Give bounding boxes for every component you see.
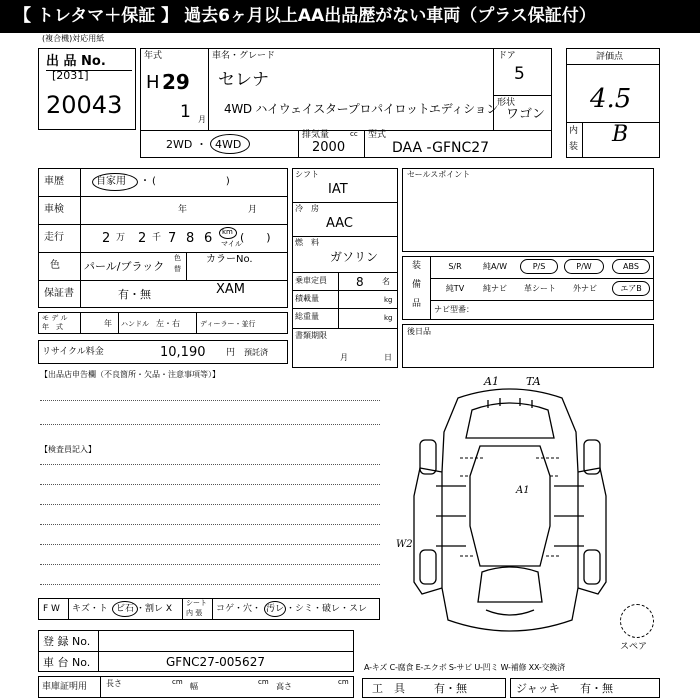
- equip-abs: ABS: [612, 259, 650, 274]
- gross-label: 総重量: [295, 312, 319, 321]
- body-label: 形状: [497, 98, 516, 108]
- equip-l3: 品: [412, 299, 422, 309]
- era: H: [146, 72, 160, 93]
- color-change-1: 色: [174, 254, 181, 262]
- displacement: 2000: [312, 140, 346, 155]
- lot-label: 出 品 No.: [46, 54, 106, 69]
- drive-2wd: 2WD: [166, 138, 193, 151]
- inspection-year: 年: [178, 205, 188, 215]
- equip-alloy: 純A/W: [482, 262, 508, 271]
- seat-circled: 汚レ: [266, 604, 285, 614]
- ac-label: 冷 房: [295, 204, 319, 213]
- mileage-d2: 2: [138, 231, 147, 246]
- model-row-l1: モ デ ル: [42, 314, 68, 322]
- spare-tire-icon: [620, 604, 654, 638]
- fw-items: キズ・ト: [72, 604, 108, 614]
- inspection-month: 月: [248, 205, 258, 215]
- month-value: 1: [180, 102, 191, 122]
- sales-point-label: セールスポイント: [407, 170, 471, 179]
- color-change-2: 替: [174, 265, 181, 273]
- fuel-label: 燃 料: [295, 238, 319, 247]
- fw-label: F W: [43, 604, 60, 614]
- fuel-value: ガソリン: [330, 250, 379, 264]
- cert-cm-3: cm: [338, 678, 349, 686]
- year-value: 29: [162, 70, 190, 94]
- model-row-dealer: ディーラー・並行: [200, 320, 256, 328]
- cert-length: 長さ: [106, 679, 122, 688]
- recycle-deposit: 預託済: [244, 348, 268, 357]
- mark-side: W2: [396, 539, 413, 550]
- capacity-unit: 名: [382, 277, 390, 286]
- banner: 【 トレタマ＋保証 】 過去6ヶ月以上AA出品歴がない車両（プラス保証付）: [0, 0, 700, 33]
- color-no-label: カラーNo.: [206, 254, 253, 265]
- interior-grade: B: [612, 122, 629, 147]
- history-other: ( ): [152, 176, 230, 187]
- cert-height: 高さ: [276, 682, 292, 691]
- warranty-value: 有・無: [118, 288, 151, 301]
- fw-circled: ビ石: [116, 604, 135, 614]
- after-install-label: 後日品: [407, 327, 431, 336]
- mileage-paren: ( ): [240, 231, 271, 244]
- chassis-label: 車 台 No.: [43, 656, 91, 669]
- score-label: 評価点: [596, 52, 624, 62]
- disp-label: 排気量: [302, 130, 330, 140]
- model-row-handle: ハンドル: [121, 320, 149, 328]
- equip-airbag: エアB: [612, 281, 650, 296]
- navi-model: ナビ型番：: [434, 305, 474, 314]
- seat-items2: ・シミ・破レ・スレ: [286, 604, 368, 614]
- seat-label-1: シート: [186, 599, 207, 607]
- jack-label: ジャッキ: [516, 682, 560, 695]
- capacity-value: 8: [356, 275, 364, 289]
- ac-value: AAC: [326, 216, 353, 231]
- drive-4wd: 4WD: [215, 138, 242, 151]
- history-dot: ・: [140, 176, 150, 187]
- equip-pw: P/W: [564, 259, 604, 274]
- model-row-l2: 年 式: [42, 323, 63, 331]
- door-label: ドア: [498, 51, 516, 61]
- chassis-number: GFNC27-005627: [166, 655, 265, 669]
- color-no-value: XAM: [216, 282, 246, 297]
- gross-unit: kg: [384, 314, 393, 322]
- equip-sr: S/R: [448, 262, 462, 271]
- mileage-label: 走行: [44, 232, 64, 243]
- mileage-d3: 7: [168, 231, 177, 246]
- load-label: 積載量: [295, 294, 319, 303]
- registration-label: 登 録 No.: [43, 635, 91, 648]
- equip-tv: 純TV: [445, 284, 465, 293]
- model-code: DAA -GFNC27: [392, 140, 490, 156]
- shift-value: IAT: [328, 182, 348, 197]
- capacity-label: 乗車定員: [295, 276, 327, 285]
- car-grade: 4WD ハイウェイスタープロパイロットエディション: [224, 102, 498, 116]
- car-name: セレナ: [218, 70, 269, 90]
- history-selected: 自家用: [96, 176, 126, 187]
- interior-label-1: 内: [569, 126, 579, 136]
- mark-roof: A1: [516, 485, 530, 496]
- sheet-type-note: (複合機)対応用紙: [42, 34, 105, 43]
- mileage-d1: 2: [102, 231, 111, 246]
- jack-value: 有・無: [580, 682, 613, 695]
- shift-label: シフト: [295, 170, 319, 179]
- after-install-box: [402, 324, 654, 368]
- seat-items: コゲ・穴・: [216, 604, 262, 614]
- recycle-unit: 円: [226, 348, 236, 358]
- mileage-u2: 千: [152, 233, 162, 243]
- cert-label: 車庫証明用: [42, 682, 88, 692]
- seller-note-label: 【出品店申告欄（不良箇所・欠品・注意事項等）】: [40, 370, 220, 379]
- docs-day: 日: [384, 353, 392, 362]
- sales-point-box: [402, 168, 654, 252]
- equip-leather: 革シート: [524, 284, 556, 293]
- model-row-lr: 左・右: [156, 319, 180, 328]
- inspector-note-label: 【検査員記入】: [40, 445, 96, 454]
- cert-cm-2: cm: [258, 678, 269, 686]
- cert-width: 幅: [190, 682, 198, 691]
- docs-month: 月: [340, 353, 348, 362]
- body-value: ワゴン: [506, 107, 546, 122]
- seat-label-2: 内 張: [186, 609, 203, 617]
- lot-sub: [2031]: [52, 69, 89, 82]
- name-label: 車名・グレード: [212, 51, 276, 61]
- tools-value: 有・無: [434, 682, 467, 695]
- spare-label: スペア: [620, 642, 648, 652]
- mark-front-left: A1: [484, 375, 499, 388]
- year-label: 年式: [144, 51, 163, 61]
- history-label: 車歴: [44, 176, 64, 187]
- mileage-u1: 万: [116, 233, 126, 243]
- door-value: 5: [514, 64, 525, 84]
- cert-cm-1: cm: [172, 678, 183, 686]
- month-unit: 月: [198, 115, 206, 124]
- recycle-value: 10,190: [160, 345, 206, 360]
- interior-label-2: 装: [569, 142, 579, 152]
- score-value: 4.5: [590, 84, 632, 114]
- mileage-d5: 6: [204, 231, 213, 246]
- mileage-mile: マイル: [221, 240, 242, 248]
- equip-l1: 装: [412, 261, 422, 271]
- model-row-year: 年: [104, 319, 112, 328]
- equip-navi: 純ナビ: [483, 284, 507, 293]
- equip-ext-navi: 外ナビ: [573, 284, 597, 293]
- inspection-label: 車検: [44, 204, 64, 215]
- recycle-label: リサイクル料金: [42, 347, 104, 357]
- tools-label: 工 具: [372, 682, 405, 695]
- mileage-km: km: [222, 228, 233, 236]
- color-value: パール/ブラック: [84, 260, 165, 273]
- model-label: 型式: [368, 130, 387, 140]
- lot-number: 20043: [46, 91, 123, 119]
- mileage-d4: 8: [186, 231, 195, 246]
- car-diagram: [400, 376, 620, 656]
- load-unit: kg: [384, 296, 393, 304]
- color-label: 色: [50, 260, 60, 271]
- fw-items2: ・割レ X: [136, 604, 173, 614]
- equip-ps: P/S: [520, 259, 558, 274]
- warranty-label: 保証書: [44, 288, 74, 299]
- cc-unit: cc: [350, 130, 358, 138]
- mark-front-right: TA: [526, 375, 541, 388]
- equip-l2: 備: [412, 280, 422, 290]
- docs-label: 書類期限: [295, 331, 327, 340]
- damage-legend: A-キズ C-腐食 E-エクボ S-サビ U-凹ミ W-補修 XX-交換済: [364, 663, 565, 672]
